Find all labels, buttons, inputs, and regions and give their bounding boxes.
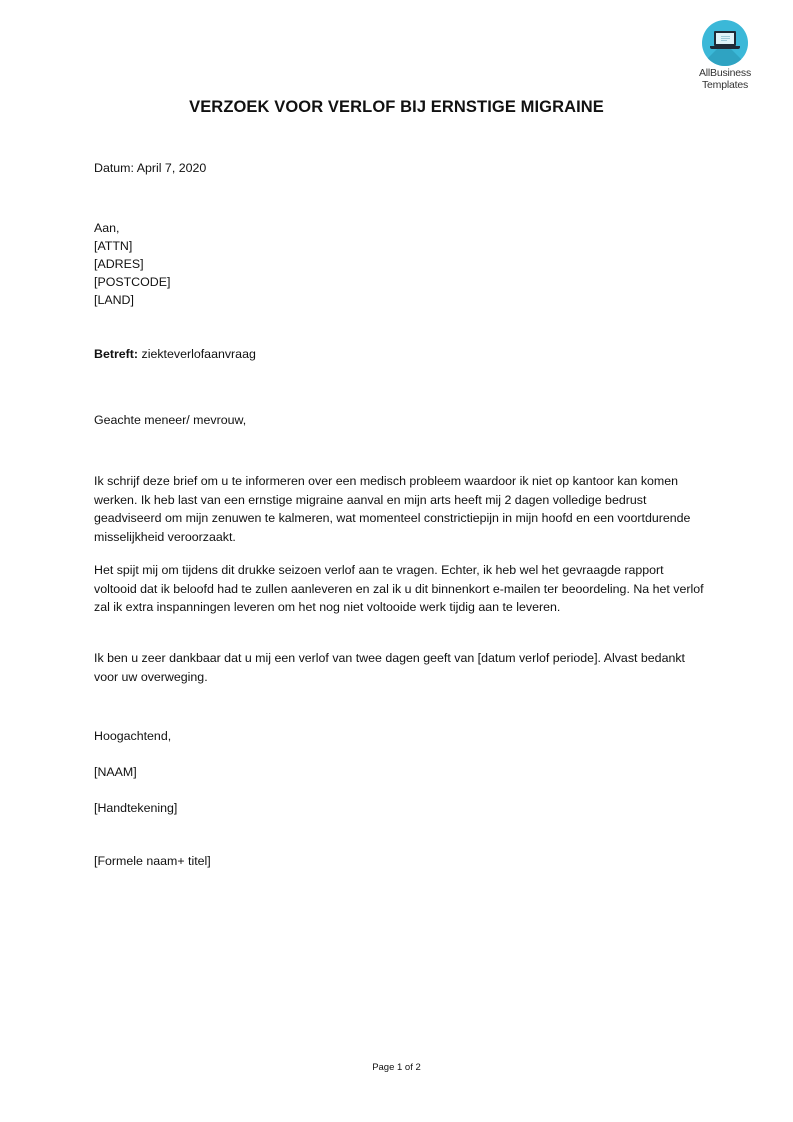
- recipient-to: Aan,: [94, 221, 120, 235]
- subject-value: ziekteverlofaanvraag: [141, 347, 256, 361]
- recipient-postcode: [POSTCODE]: [94, 275, 171, 289]
- subject-line: [94, 345, 256, 363]
- recipient-address: [ADRES]: [94, 257, 144, 271]
- recipient-block: [94, 219, 170, 309]
- body-paragraph-2: Het spijt mij om tijdens dit drukke seizoen verlof aan te vragen. Echter, ik heb wel het gevraagde rapport voltooid dat ik beloofd had te zullen aanleveren en zal ik u dit binnenkort e-mailen ter beoordeling. Na het verlof zal ik extra inspanningen leveren om het nog niet voltooide werk tijdig aan te leveren.: [94, 563, 704, 614]
- body-paragraph-1: Ik schrijf deze brief om u te informeren over een medisch probleem waardoor ik niet op kantoor kan komen werken. Ik heb last van een ernstige migraine aanval en mijn arts heeft mij 2 dagen volledige bedrust geadviseerd om mijn zenuwen te kalmeren, wat momenteel constrictiepijn in mijn hoofd en een voortdurende misselijkheid veroorzaakt.: [94, 474, 691, 544]
- date-value: April 7, 2020: [136, 161, 207, 175]
- formal-name-title: [Formele naam+ titel]: [94, 854, 211, 868]
- laptop-icon: [702, 20, 748, 66]
- signature-placeholder: [Handtekening]: [94, 801, 178, 815]
- recipient-attn: [ATTN]: [94, 239, 133, 253]
- subject-label: Betreft:: [94, 347, 139, 361]
- allbusiness-templates-logo: [690, 20, 760, 91]
- body-paragraph-3: Ik ben u zeer dankbaar dat u mij een verlof van twee dagen geeft van [datum verlof periode]. Alvast bedankt voor uw overweging.: [94, 651, 685, 684]
- logo-line-1: AllBusiness: [698, 67, 752, 79]
- logo-text: [690, 67, 760, 91]
- recipient-country: [LAND]: [94, 293, 134, 307]
- document-title: VERZOEK VOOR VERLOF BIJ ERNSTIGE MIGRAINE: [189, 98, 604, 116]
- greeting: Geachte meneer/ mevrouw,: [94, 413, 247, 427]
- date-label: Datum:: [94, 161, 134, 175]
- closing: Hoogachtend,: [94, 729, 172, 743]
- date-line: [94, 159, 206, 177]
- logo-line-2: Templates: [701, 79, 749, 91]
- sender-name: [NAAM]: [94, 765, 137, 779]
- page-indicator: Page 1 of 2: [372, 1062, 421, 1073]
